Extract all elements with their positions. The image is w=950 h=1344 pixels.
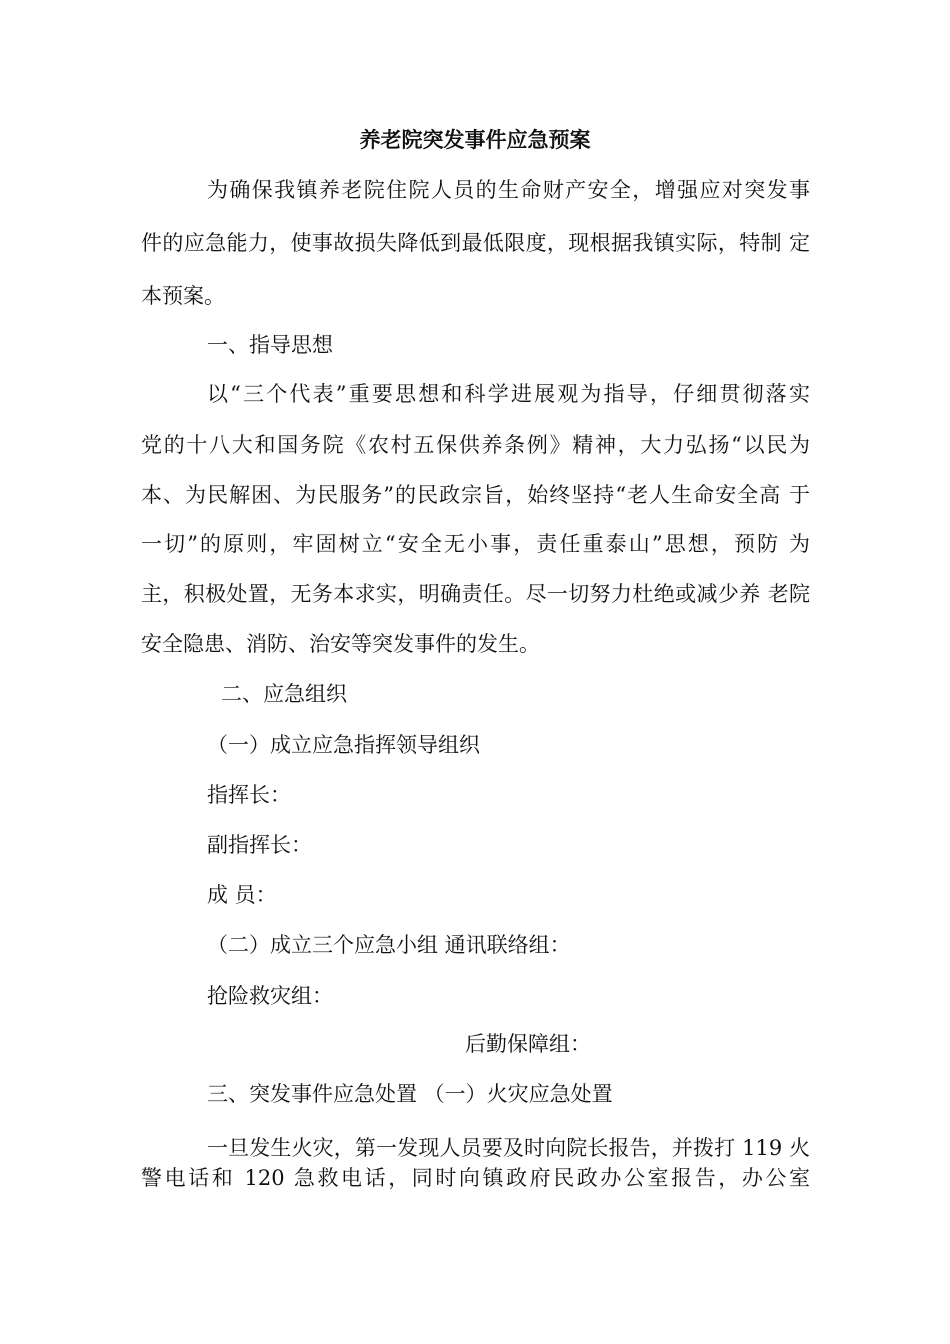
paragraph-line: 本、为民解困、为民服务”的民政宗旨，始终坚持“老人生命安全高 于 <box>141 483 810 507</box>
field-label-rescue-group: 抢险救灾组： <box>207 984 333 1008</box>
paragraph-line: 以“三个代表”重要思想和科学进展观为指导，仔细贯彻落实 <box>207 382 810 406</box>
field-label-members: 成 员： <box>207 883 277 907</box>
paragraph-line: 安全隐患、消防、治安等突发事件的发生。 <box>141 632 540 656</box>
document-title: 养老院突发事件应急预案 <box>359 127 591 152</box>
paragraph-line: 为确保我镇养老院住院人员的生命财产安全，增强应对突发事 <box>207 178 810 202</box>
section-heading: 一、指导思想 <box>207 333 333 357</box>
field-label-commander: 指挥长： <box>207 783 291 807</box>
paragraph-line: 件的应急能力，使事故损失降低到最低限度，现根据我镇实际，特制 定 <box>141 231 810 255</box>
paragraph-line: 本预案。 <box>141 284 225 308</box>
paragraph-line: 主，积极处置，无务本求实，明确责任。尽一切努力杜绝或减少养 老院 <box>141 582 810 606</box>
subsection-heading: （二）成立三个应急小组 通讯联络组： <box>207 933 571 957</box>
paragraph-line: 一切”的原则，牢固树立“安全无小事，责任重泰山”思想，预防 为 <box>141 532 810 556</box>
field-label-logistics-group: 后勤保障组： <box>465 1032 591 1056</box>
paragraph-line: 警电话和 120 急救电话，同时向镇政府民政办公室报告，办公室 <box>141 1166 810 1190</box>
section-heading: 三、突发事件应急处置 （一）火灾应急处置 <box>207 1082 613 1106</box>
paragraph-line: 党的十八大和国务院《农村五保供养条例》精神，大力弘扬“以民为 <box>141 433 810 457</box>
paragraph-line: 一旦发生火灾，第一发现人员要及时向院长报告，并拨打 119 火 <box>207 1136 810 1160</box>
subsection-heading: （一）成立应急指挥领导组织 <box>207 733 480 757</box>
section-heading: 二、应急组织 <box>221 682 347 706</box>
field-label-deputy-commander: 副指挥长： <box>207 833 312 857</box>
